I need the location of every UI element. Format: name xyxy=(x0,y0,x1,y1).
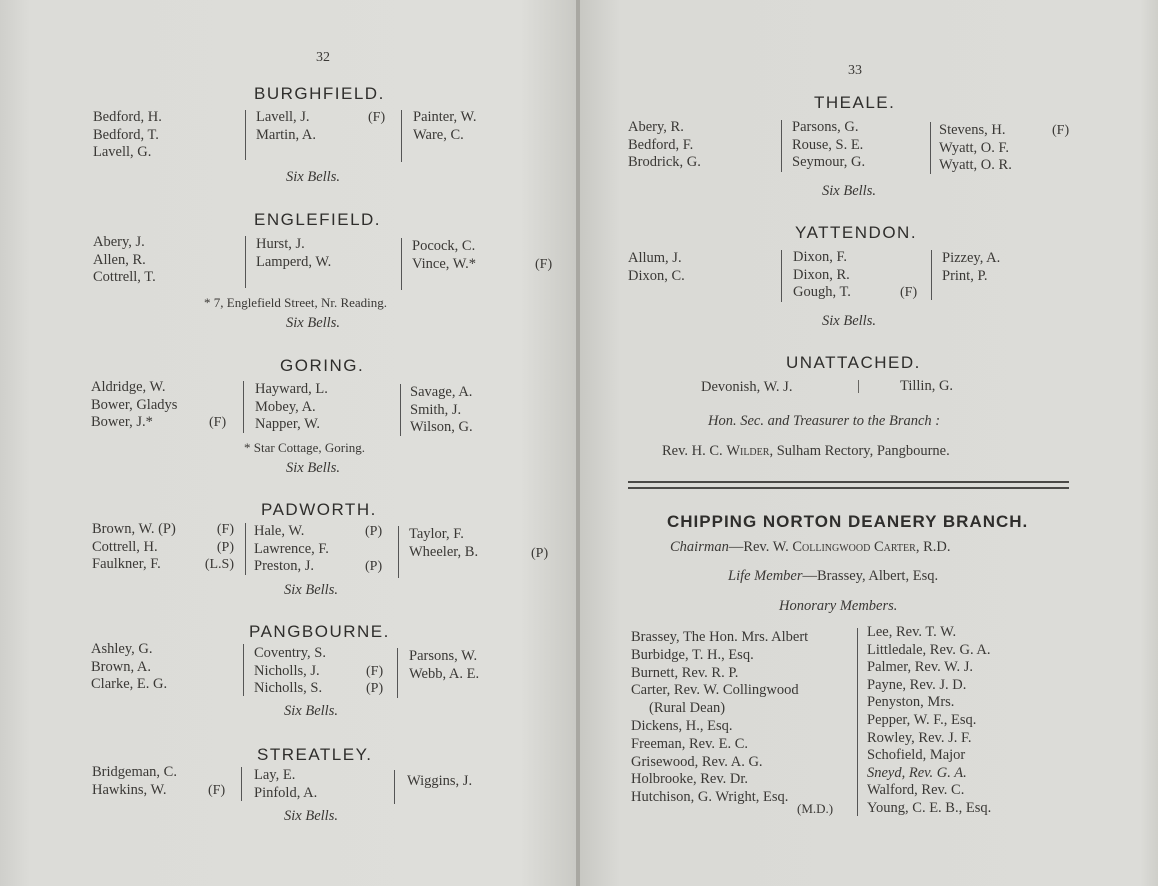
yattendon-col3 xyxy=(942,250,1000,285)
list-item: Parsons, G. xyxy=(792,119,859,135)
list-item: Brodrick, G. xyxy=(628,154,701,170)
mark: (P) xyxy=(365,559,383,574)
secretary-line xyxy=(662,443,950,461)
list-item: Abery, R. xyxy=(628,119,684,135)
list-item: Martin, A. xyxy=(256,126,317,143)
list-item: Schofield, Major xyxy=(867,747,966,764)
streatley-col2 xyxy=(254,767,317,802)
goring-col2 xyxy=(255,381,328,434)
section-title-goring: GORING. xyxy=(280,356,365,375)
list-item: Freeman, Rev. E. C. xyxy=(631,735,749,752)
list-item: Cottrell, T. xyxy=(93,269,156,285)
chairman-suffix: , R.D. xyxy=(915,539,951,555)
section-title-yattendon: YATTENDON. xyxy=(795,223,918,242)
list-item: Allen, R. xyxy=(93,251,146,268)
pangbourne-col2 xyxy=(254,645,326,698)
chairman-name: Collingwood Carter xyxy=(792,539,916,555)
list-item: (Rural Dean) xyxy=(649,700,726,717)
chairman-label: Chairman xyxy=(670,539,729,555)
list-item: Abery, J. xyxy=(93,234,145,250)
list-item: Wilson, G. xyxy=(410,419,473,435)
list-item: Burnett, Rev. R. P. xyxy=(631,664,739,681)
list-item: Clarke, E. G. xyxy=(91,676,168,692)
divider-rule-bottom xyxy=(628,487,1069,489)
list-item: Nicholls, J. xyxy=(254,662,320,679)
list-item: Penyston, Mrs. xyxy=(867,694,955,711)
list-item: Parsons, W. xyxy=(409,648,478,664)
list-item: Hale, W. xyxy=(254,523,305,539)
list-item: Bridgeman, C. xyxy=(92,764,177,780)
column-divider xyxy=(394,770,395,804)
column-divider xyxy=(245,110,246,160)
list-item: Mobey, A. xyxy=(255,398,316,415)
list-item: Aldridge, W. xyxy=(91,379,166,395)
column-divider xyxy=(398,526,399,578)
column-divider xyxy=(245,236,246,288)
list-item: Brown, W. (P) xyxy=(92,521,176,537)
unattached-name-2: Tillin, G. xyxy=(900,378,954,394)
list-item: Savage, A. xyxy=(410,384,473,400)
secretary-address: , Sulham Rectory, Pangbourne. xyxy=(769,443,950,459)
column-divider xyxy=(857,628,858,816)
list-item: Holbrooke, Rev. Dr. xyxy=(631,771,749,788)
englefield-note: * 7, Englefield Street, Nr. Reading. xyxy=(204,295,388,310)
pangbourne-bells: Six Bells. xyxy=(284,703,338,719)
list-item: Print, P. xyxy=(942,267,988,284)
honorary-members-label: Honorary Members. xyxy=(779,598,898,614)
list-item: Taylor, F. xyxy=(409,526,464,542)
list-item: Hawkins, W. xyxy=(92,781,167,798)
section-title-theale: THEALE. xyxy=(814,93,896,112)
divider-rule-top xyxy=(628,481,1069,483)
secretary-label: Hon. Sec. and Treasurer to the Branch : xyxy=(708,413,941,429)
theale-col3 xyxy=(939,122,1012,175)
list-item: Coventry, S. xyxy=(254,645,326,661)
yattendon-bells: Six Bells. xyxy=(822,313,876,329)
list-item: Lawrence, F. xyxy=(254,540,329,557)
list-item: Burbidge, T. H., Esq. xyxy=(631,646,754,663)
list-item: Pinfold, A. xyxy=(254,784,318,801)
list-item: Lamperd, W. xyxy=(256,253,332,270)
list-item: Pocock, C. xyxy=(412,238,476,254)
section-title-burghfield: BURGHFIELD. xyxy=(254,84,385,103)
goring-bells: Six Bells. xyxy=(286,460,340,476)
section-title-unattached: UNATTACHED. xyxy=(786,353,921,372)
theale-mark: (F) xyxy=(1052,123,1070,138)
column-divider xyxy=(781,120,782,172)
yattendon-mark: (F) xyxy=(900,285,918,300)
secretary-name: Wilder xyxy=(726,443,770,459)
unattached-separator: | xyxy=(857,378,860,394)
chairman-line xyxy=(670,539,950,557)
column-divider xyxy=(401,110,402,162)
chairman-dash: —Rev. W. xyxy=(728,539,789,555)
column-divider xyxy=(243,381,244,433)
list-item: Lavell, J. xyxy=(256,109,310,125)
column-divider xyxy=(243,644,244,696)
list-item: Lavell, G. xyxy=(93,144,152,160)
theale-bells: Six Bells. xyxy=(822,183,876,199)
list-item: Dickens, H., Esq. xyxy=(631,717,733,734)
list-item: Rouse, S. E. xyxy=(792,136,864,153)
burghfield-mark: (F) xyxy=(368,110,386,125)
section-title-pangbourne: PANGBOURNE. xyxy=(249,622,390,641)
list-item: Bower, Gladys xyxy=(91,396,178,413)
list-item: Faulkner, F. xyxy=(92,556,161,572)
list-item: Payne, Rev. J. D. xyxy=(867,676,967,693)
list-item: Ware, C. xyxy=(413,126,464,143)
englefield-col2 xyxy=(256,236,331,271)
list-item: Lee, Rev. T. W. xyxy=(867,624,957,640)
list-item: Smith, J. xyxy=(410,401,462,418)
list-item: Napper, W. xyxy=(255,416,321,432)
streatley-col1 xyxy=(92,764,177,799)
yattendon-col1 xyxy=(628,250,685,285)
burghfield-col3 xyxy=(413,109,476,144)
streatley-col3 xyxy=(407,773,472,791)
list-item: Webb, A. E. xyxy=(409,665,480,682)
section-title-padworth: PADWORTH. xyxy=(261,500,377,519)
mark xyxy=(366,645,383,663)
list-item: Dixon, R. xyxy=(793,266,850,283)
list-item: Brassey, The Hon. Mrs. Albert xyxy=(631,629,809,645)
list-item: Young, C. E. B., Esq. xyxy=(867,799,992,816)
goring-mark: (F) xyxy=(209,415,227,430)
pangbourne-col3 xyxy=(409,648,479,683)
list-item: Pizzey, A. xyxy=(942,250,1001,266)
streatley-mark: (F) xyxy=(208,783,226,798)
pangbourne-col1 xyxy=(91,641,167,694)
list-item: Gough, T. xyxy=(793,284,851,300)
list-item: Wyatt, O. F. xyxy=(939,139,1010,156)
secretary-prefix: Rev. H. C. xyxy=(662,443,723,459)
mark: (P) xyxy=(216,539,234,555)
column-divider xyxy=(245,523,246,575)
englefield-col1 xyxy=(93,234,156,287)
list-item: Vince, W.* xyxy=(412,255,476,272)
list-item: Wiggins, J. xyxy=(407,773,473,789)
list-item: Pepper, W. F., Esq. xyxy=(867,711,977,728)
column-divider xyxy=(930,122,931,174)
padworth-col3 xyxy=(409,526,478,561)
column-divider xyxy=(781,250,782,302)
list-item: Ashley, G. xyxy=(91,641,153,657)
section-title-streatley: STREATLEY. xyxy=(257,745,373,764)
list-item: Hutchison, G. Wright, Esq. xyxy=(631,789,789,806)
list-item: Nicholls, S. xyxy=(254,680,323,696)
list-item: Lay, E. xyxy=(254,767,296,783)
list-item: Hayward, L. xyxy=(255,381,328,397)
padworth-col1-marks xyxy=(196,521,234,574)
life-member-name: —Brassey, Albert, Esq. xyxy=(802,568,939,584)
column-divider xyxy=(401,238,402,290)
list-item: Littledale, Rev. G. A. xyxy=(867,641,991,658)
padworth-col2-marks xyxy=(365,523,382,576)
burghfield-bells: Six Bells. xyxy=(286,169,340,185)
theale-col2 xyxy=(792,119,865,172)
list-item: Bower, J.* xyxy=(91,414,153,430)
hutchison-mark: (M.D.) xyxy=(797,801,834,816)
column-divider xyxy=(400,384,401,436)
mark xyxy=(365,541,382,559)
honorary-col1 xyxy=(631,629,808,807)
honorary-col2 xyxy=(867,624,991,818)
page-number-right: 33 xyxy=(848,63,862,78)
list-item: Walford, Rev. C. xyxy=(867,782,965,799)
list-item: Dixon, F. xyxy=(793,249,848,265)
page-number-left: 32 xyxy=(316,50,330,65)
list-item: Sneyd, Rev. G. A. xyxy=(867,764,967,781)
mark: (P) xyxy=(366,681,384,696)
list-item: Bedford, T. xyxy=(93,126,159,143)
theale-col1 xyxy=(628,119,701,172)
list-item: Brown, A. xyxy=(91,658,152,675)
list-item: Rowley, Rev. J. F. xyxy=(867,729,972,746)
englefield-mark: (F) xyxy=(535,257,553,272)
goring-col3 xyxy=(410,384,473,437)
goring-col1 xyxy=(91,379,177,432)
burghfield-col2 xyxy=(256,109,316,144)
list-item: Hurst, J. xyxy=(256,236,305,252)
list-item: Wheeler, B. xyxy=(409,543,479,560)
mark: (F) xyxy=(366,663,384,679)
life-member-line xyxy=(728,568,938,586)
padworth-bells: Six Bells. xyxy=(284,582,338,598)
list-item: Palmer, Rev. W. J. xyxy=(867,659,974,676)
padworth-col2 xyxy=(254,523,329,576)
list-item: Painter, W. xyxy=(413,109,477,125)
list-item: Bedford, F. xyxy=(628,136,694,153)
mark: (P) xyxy=(365,524,383,539)
list-item: Seymour, G. xyxy=(792,154,866,170)
list-item: Bedford, H. xyxy=(93,109,162,125)
padworth-col3-mark: (P) xyxy=(531,546,549,561)
streatley-bells: Six Bells. xyxy=(284,808,338,824)
list-item: Allum, J. xyxy=(628,250,682,266)
padworth-col1 xyxy=(92,521,176,574)
column-divider xyxy=(931,250,932,300)
englefield-bells: Six Bells. xyxy=(286,315,340,331)
section-title-chipping-norton: CHIPPING NORTON DEANERY BRANCH. xyxy=(667,512,1029,531)
unattached-name-1: Devonish, W. J. xyxy=(701,379,793,395)
list-item: Preston, J. xyxy=(254,558,315,574)
list-item: Carter, Rev. W. Collingwood xyxy=(631,682,799,699)
yattendon-col2 xyxy=(793,249,851,302)
life-member-label: Life Member xyxy=(728,568,803,584)
section-title-englefield: ENGLEFIELD. xyxy=(254,210,382,229)
list-item: Cottrell, H. xyxy=(92,538,158,555)
goring-note: * Star Cottage, Goring. xyxy=(244,440,365,455)
mark: (F) xyxy=(216,522,234,537)
list-item: Grisewood, Rev. A. G. xyxy=(631,753,763,770)
mark: (L.S) xyxy=(204,557,234,572)
list-item: Stevens, H. xyxy=(939,122,1006,138)
column-divider xyxy=(241,767,242,801)
pangbourne-col2-marks xyxy=(366,645,383,698)
list-item: Dixon, C. xyxy=(628,267,685,284)
englefield-col3 xyxy=(412,238,476,273)
column-divider xyxy=(397,648,398,698)
burghfield-col1 xyxy=(93,109,162,162)
list-item: Wyatt, O. R. xyxy=(939,157,1012,173)
